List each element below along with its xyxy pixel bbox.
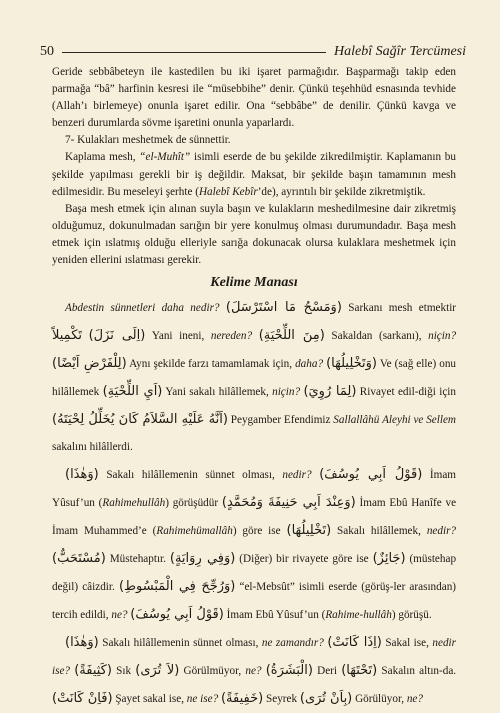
text-span: Sarkanı mesh etmektir (348, 302, 457, 315)
italic-span: Abdestin sünnetleri daha nedir? (65, 302, 220, 315)
arabic-text: (مُسْتَحَبٌّ) (52, 551, 106, 567)
text-span: ’de), ayrıntılı bir şekilde zikretmiştik. (257, 185, 426, 198)
text-span: (müstehap değil) câizdir. (52, 553, 457, 594)
glossary (52, 294, 456, 713)
italic-span: Rahimehullâh (102, 497, 166, 510)
italic-span: niçin? (272, 386, 301, 399)
arabic-text: تَكْمِيلاً (52, 328, 82, 344)
text-span: Rivayet edil- (359, 386, 419, 399)
text-span: İmam Ebû Yûsuf’un ( (226, 609, 326, 622)
text-span: Sakal ise, (385, 637, 429, 650)
arabic-text: (وَرُجِّحَ فِي الْمَبْسُوطِ) (118, 579, 236, 595)
text-span: İmam (429, 469, 456, 482)
italic-span: Halebî Kebîr (198, 185, 258, 198)
text-span: Deri (317, 665, 337, 678)
gloss-line (52, 629, 456, 713)
arabic-text: (اَنَّهُ عَلَيْهِ السَّلاَمُ كَانَ يُخَلِّلُ لِحْيَتَهُ) (52, 412, 228, 428)
italic-span: nedir ise? (52, 637, 457, 678)
text-span: Yûsuf’un ( (52, 497, 103, 510)
text-span: Yani sakalı hilâllemek, (165, 386, 273, 399)
arabic-text: (قَوْلُ اَبِي يُوسُفَ) (130, 607, 224, 623)
page-header (40, 42, 466, 62)
text-span: isimli eserde de bu şekilde zikredilmiştir. Kaplamanın bu şekilde yapılması gerekli bir iş değildir. Maksat, bir şekilde başın tamamının mesh edilmesidir. Bu meseleyi şerhte ( (52, 151, 456, 198)
arabic-text: (كَثِيفَةً) (74, 663, 112, 679)
paragraph-1: Geride sebbâbeteyn ile kastedilen bu iki işaret parmağıdır. Başparmağı takip eden parmağa “bâ” harfinin kesresi ile “müsebbihe” denir. Çünkü teşehhüd esnasında tevhide (Allah’ı birlemeye) onunla işaret edilir. Ona “sebbâbe” de denilir. Çünkü kavga ve benzeri durumlarda sövme işaretini onunla yaparlardı. (52, 66, 456, 130)
running-title: Halebî Sağîr Tercümesi (334, 44, 466, 59)
text-span: Görülmüyor, (183, 665, 246, 678)
page-number: 50 (40, 44, 54, 59)
arabic-text: (جَائِزٌ) (372, 551, 406, 567)
arabic-text: (وَتَخْلِيلُهَا) (326, 356, 377, 372)
italic-span: niçin? (428, 330, 457, 343)
arabic-text: (اِذَا كَانَتْ) (327, 635, 382, 651)
text-span: Aynı şekilde farzı tamamlamak için, (129, 358, 296, 371)
text-span: onu hilâllemek (52, 358, 456, 399)
text-span: “el-Mebsût” isimli eserde (görüş- (239, 581, 394, 594)
arabic-text: (بِاَنْ تُرَى) (299, 691, 353, 707)
italic-span: nedir? (426, 525, 457, 538)
text-span: Sakalın altın- (381, 665, 443, 678)
paragraph-3 (52, 149, 456, 200)
arabic-text: (اِلَى نَزَلَ) (88, 328, 146, 344)
text-span: Müstehaptır. (109, 553, 166, 566)
arabic-text: (مِنَ اللِّحْيَةِ) (258, 328, 325, 344)
italic-span: Sallallâhü (333, 414, 380, 427)
text-span: Ve (sağ elle) (379, 358, 437, 371)
arabic-text: (الْبَشَرَةُ) (265, 663, 313, 679)
italic-span: ne ise? (186, 693, 219, 706)
italic-span: nedir? (282, 469, 312, 482)
text-span: ler arasından) tercih edildi, (52, 581, 457, 622)
text-span: Sakalı hilâllemek, (337, 525, 421, 538)
text-span: Görülüyor, (355, 693, 407, 706)
arabic-text: (وَهٰذَا) (65, 635, 99, 651)
text-span: İmam Ebû Hanîfe (359, 497, 442, 510)
italic-span: ne zamandır? (261, 637, 324, 650)
arabic-text: (وَهٰذَا) (65, 467, 99, 483)
header-rule (62, 52, 326, 53)
italic-span: Aleyhi ve Sellem (382, 414, 457, 427)
arabic-text: (لِلْفَرْضِ اَيْضًا) (52, 356, 127, 372)
text-span: (Diğer) bir rivayete göre ise (239, 553, 369, 566)
arabic-text: (وَمَسْحُ مَا اسْتَرْسَلَ) (225, 300, 342, 316)
arabic-text: (وَعِنْدَ اَبِي حَنِيفَةَ وَمُحَمَّدٍ) (221, 495, 356, 511)
arabic-text: (لاَ تُرَى) (135, 663, 180, 679)
text-span: ) göre ise (232, 525, 281, 538)
text-span: Sakalı hilâllemenin sünnet olması, (102, 637, 262, 650)
text-span: Peygamber Efendimiz (230, 414, 334, 427)
italic-span: Rahime- (325, 609, 364, 622)
text-span: Sık (116, 665, 132, 678)
paragraph-4: Başa mesh etmek için alınan suyla başın ve kulakların meshedilmesine dair zikretmiş olduğumuz, dokunulmadan sarığın bir yere konulmuş olması durumundadır. Başa mesh etmek için ıslatmış olduğu elleriyle sarığa dokunacak olursa kulaklara meshetmek için yeniden ellerini ıslatması gerekir. (52, 202, 456, 267)
gloss-line (52, 461, 456, 629)
text-span: da. (442, 665, 457, 678)
text-span: ) görüşü. (391, 609, 432, 622)
italic-span: “el-Muhît” (139, 151, 191, 164)
text-span: Seyrek (266, 693, 298, 706)
arabic-text: (خَفِيفَةً) (220, 691, 264, 707)
arabic-text: (فَاِنْ كَانَتْ) (52, 691, 113, 707)
text-span: Sakaldan (sarkanı), (331, 330, 429, 343)
italic-span: hullâh (363, 609, 392, 622)
page-body (52, 64, 456, 713)
italic-span: daha? (295, 358, 324, 371)
arabic-text: (لِمَا رُوِيَ) (303, 384, 357, 400)
section-title: Kelime Manası (210, 275, 298, 291)
text-span: diği için (418, 386, 456, 399)
gloss-line (52, 294, 456, 461)
arabic-text: (قَوْلُ اَبِي يُوسُفَ) (319, 467, 423, 483)
text-span: ) görüşüdür (165, 497, 219, 510)
arabic-text: (اَيِ اللِّحْيَةِ) (102, 384, 163, 400)
paragraph-2: 7- Kulakları meshetmek de sünnettir. (65, 134, 231, 147)
arabic-text: (تَحْتَهَا) (341, 663, 378, 679)
text-span: Şayet sakal ise, (115, 693, 187, 706)
arabic-text: (تَخْلِيلُهَا) (286, 523, 332, 539)
text-span: Kaplama mesh, (65, 151, 140, 164)
italic-span: nereden? (210, 330, 253, 343)
text-span: Yani ineni, (151, 330, 211, 343)
text-span: sakalını hilâllerdi. (52, 441, 133, 454)
text-span: ve İmam Muhammed’e ( (52, 497, 457, 538)
italic-span: ne? (111, 609, 128, 622)
italic-span: ne? (245, 665, 262, 678)
text-span: Sakalı hilâllemenin sünnet olması, (106, 469, 283, 482)
italic-span: ne? (406, 693, 423, 706)
arabic-text: (وَفِي رِوَايَةٍ) (169, 551, 236, 567)
italic-span: Rahimehümallâh (156, 525, 233, 538)
